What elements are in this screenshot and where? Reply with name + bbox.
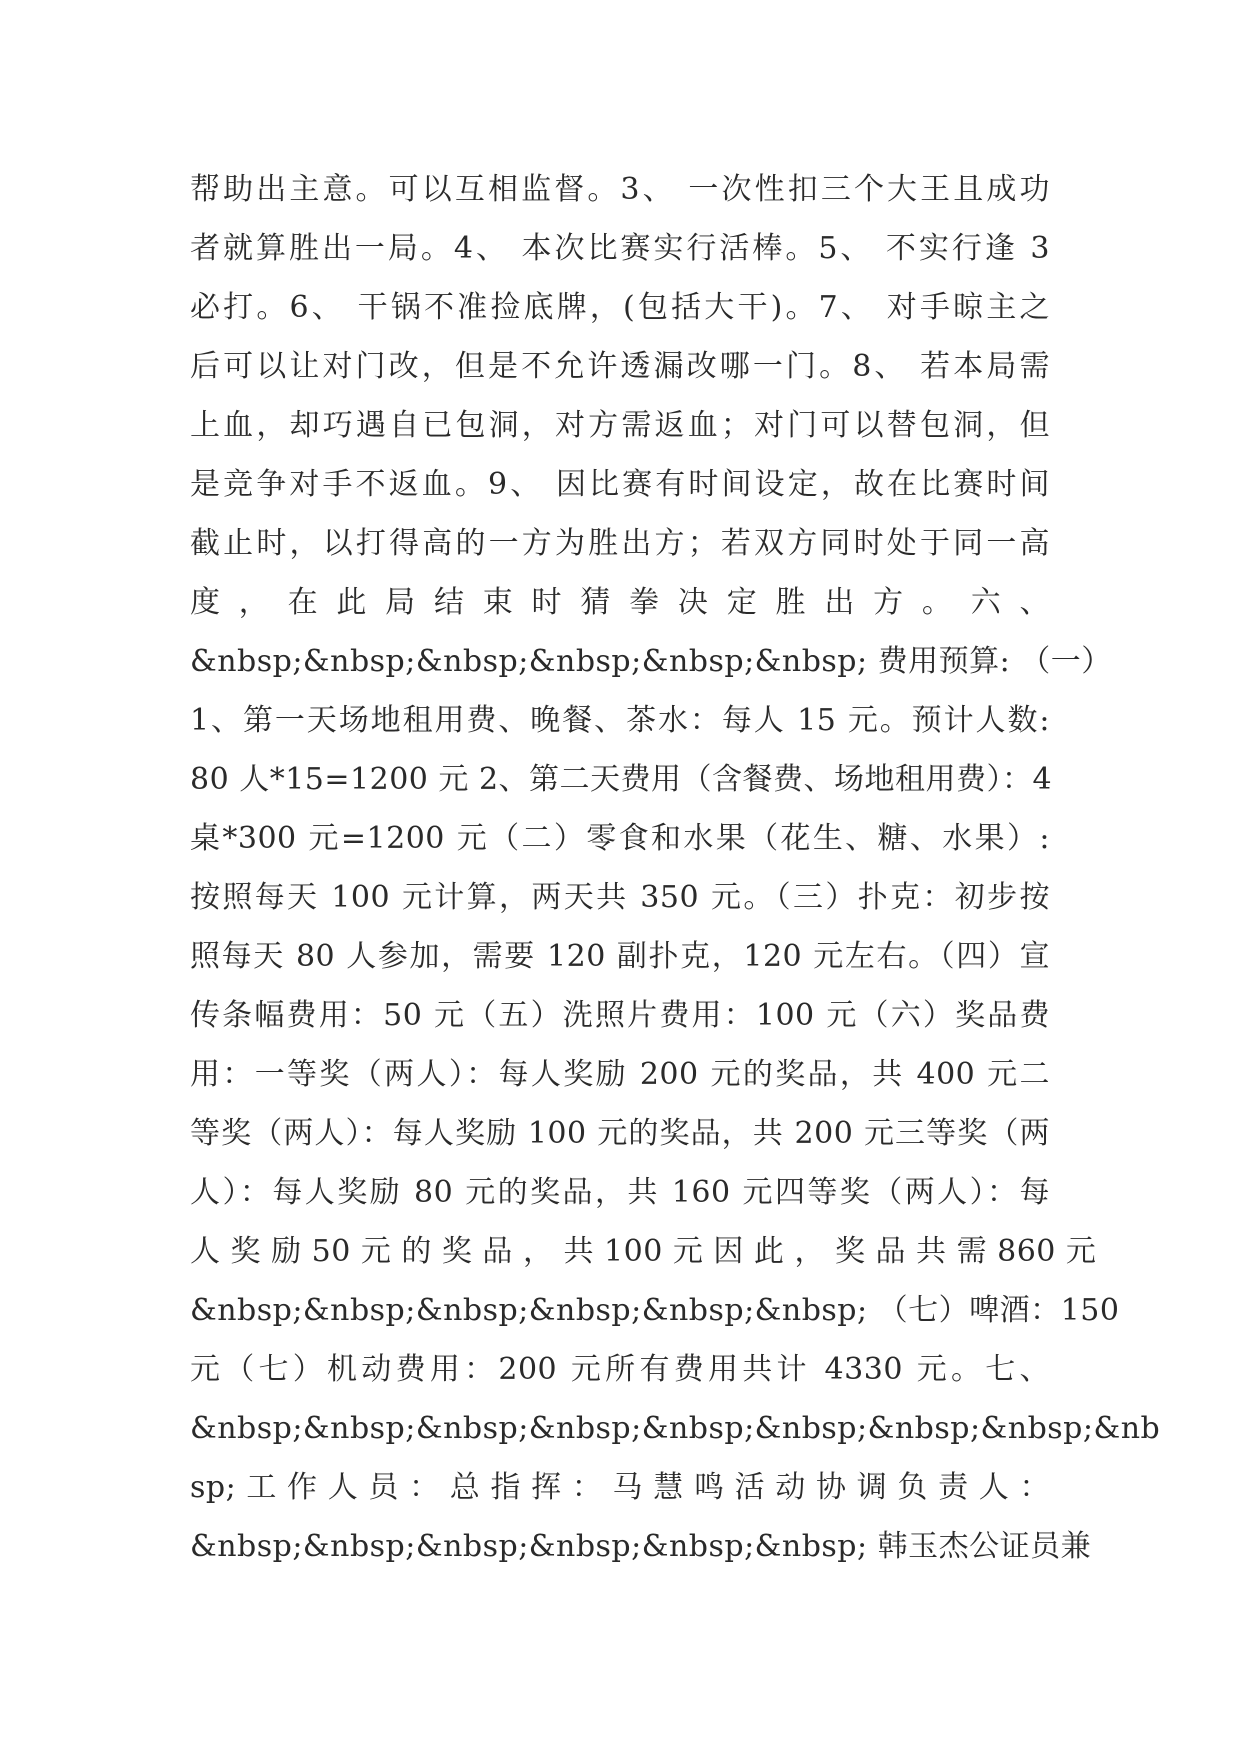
text-line: 度 ， 在 此 局 结 束 时 猜 拳 决 定 胜 出 方 。 六 、 bbox=[190, 585, 1050, 620]
text-line: 人 奖 励 50 元 的 奖 品 ， 共 100 元 因 此 ， 奖 品 共 需 860 元 bbox=[190, 1234, 1097, 1269]
text-line: 传条幅费用：50 元（五）洗照片费用：100 元（六）奖品费 bbox=[190, 998, 1050, 1033]
text-line: &nbsp;&nbsp;&nbsp;&nbsp;&nbsp;&nbsp; （七）啤酒：150 bbox=[190, 1293, 1120, 1328]
text-line: 是竞争对手不返血。9、 因比赛有时间设定，故在比赛时间 bbox=[190, 467, 1050, 502]
text-line: &nbsp;&nbsp;&nbsp;&nbsp;&nbsp;&nbsp; 韩玉杰公证员兼 bbox=[190, 1529, 1092, 1564]
text-line: 照每天 80 人参加，需要 120 副扑克，120 元左右。（四）宣 bbox=[190, 939, 1050, 974]
text-line: 截止时，以打得高的一方为胜出方；若双方同时处于同一高 bbox=[190, 526, 1050, 561]
text-line: 等奖（两人）：每人奖励 100 元的奖品，共 200 元三等奖（两 bbox=[190, 1116, 1050, 1151]
text-line: 后可以让对门改，但是不允许透漏改哪一门。8、 若本局需 bbox=[190, 349, 1050, 384]
text-line: 上血，却巧遇自已包洞，对方需返血；对门可以替包洞，但 bbox=[190, 408, 1050, 443]
text-line: 80 人*15=1200 元 2、第二天费用（含餐费、场地租用费）：4 bbox=[190, 762, 1053, 797]
text-line: 按照每天 100 元计算，两天共 350 元。（三）扑克：初步按 bbox=[190, 880, 1050, 915]
text-line: &nbsp;&nbsp;&nbsp;&nbsp;&nbsp;&nbsp;&nbsp;&nbsp;&nb bbox=[190, 1411, 1161, 1446]
text-line: 元（七）机动费用：200 元所有费用共计 4330 元。七、 bbox=[190, 1352, 1050, 1387]
text-line: 1、第一天场地租用费、晚餐、茶水：每人 15 元。预计人数: bbox=[190, 703, 1050, 738]
text-line: 用：一等奖（两人）：每人奖励 200 元的奖品，共 400 元二 bbox=[190, 1057, 1050, 1092]
text-line: &nbsp;&nbsp;&nbsp;&nbsp;&nbsp;&nbsp; 费用预算: （一） bbox=[190, 644, 1112, 679]
text-line: 者就算胜出一局。4、 本次比赛实行活棒。5、 不实行逢 3 bbox=[190, 231, 1050, 266]
text-line: sp; 工 作 人 员 ： 总 指 挥 ： 马 慧 鸣 活 动 协 调 负 责 人 ： bbox=[190, 1470, 1050, 1505]
text-line: 帮助出主意。可以互相监督。3、 一次性扣三个大王且成功 bbox=[190, 172, 1050, 207]
body-text bbox=[190, 160, 1161, 1576]
text-line: 人）：每人奖励 80 元的奖品，共 160 元四等奖（两人）：每 bbox=[190, 1175, 1050, 1210]
text-line: 桌*300 元=1200 元（二）零食和水果（花生、糖、水果）: bbox=[190, 821, 1050, 856]
text-line: 必打。6、 干锅不准捡底牌，(包括大干)。7、 对手晾主之 bbox=[190, 290, 1050, 325]
